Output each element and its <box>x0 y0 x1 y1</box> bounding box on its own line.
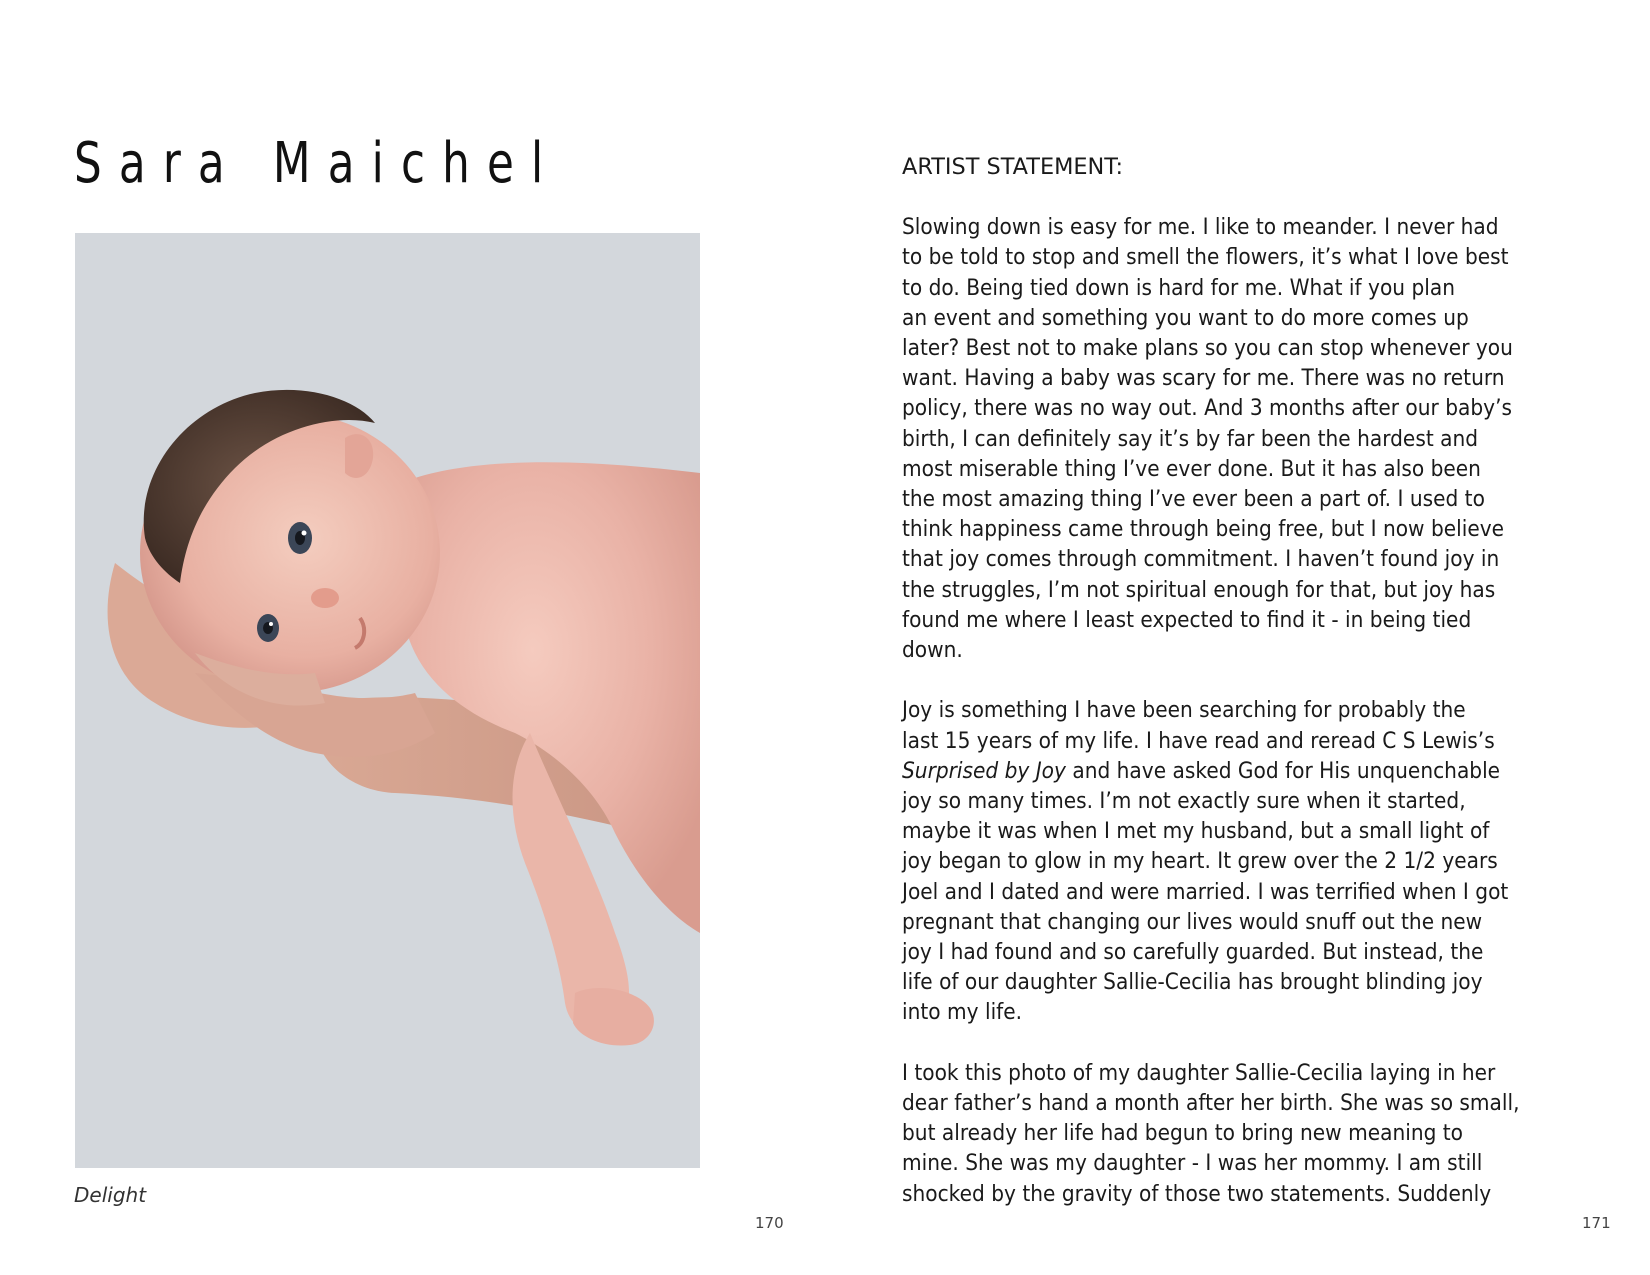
statement-paragraph-3 <box>902 1058 1602 1209</box>
right-page <box>825 0 1650 1275</box>
book-title: Surprised by Joy <box>902 757 1066 784</box>
text-line: to do. Being tied down is hard for me. What if you plan <box>902 274 1455 301</box>
statement-paragraph-1 <box>902 212 1602 665</box>
text-line: down. <box>902 637 963 664</box>
text-line: I took this photo of my daughter Sallie-Cecilia laying in her <box>902 1059 1496 1086</box>
text-line: think happiness came through being free, but I now believe <box>902 516 1505 543</box>
artist-statement <box>902 152 1602 1239</box>
text-line: found me where I least expected to find it - in being tied <box>902 606 1472 633</box>
text-line: want. Having a baby was scary for me. There was no return <box>902 365 1505 392</box>
text-line: life of our daughter Sallie-Cecilia has brought blinding joy <box>902 969 1483 996</box>
text-line: last 15 years of my life. I have read and reread C S Lewis’s <box>902 727 1495 754</box>
text-line: Joy is something I have been searching for probably the <box>902 697 1466 724</box>
text-line-with-book-title <box>902 756 1532 786</box>
text-line: joy I had found and so carefully guarded. But instead, the <box>902 939 1484 966</box>
text-line: shocked by the gravity of those two statements. Suddenly <box>902 1180 1492 1207</box>
text-line: Joel and I dated and were married. I was terrified when I got <box>902 878 1509 905</box>
photo-caption: Delight <box>74 1183 147 1207</box>
text-line: the struggles, I’m not spiritual enough for that, but joy has <box>902 576 1496 603</box>
text-line: dear father’s hand a month after her birth. She was so small, <box>902 1090 1520 1117</box>
text-line: the most amazing thing I’ve ever been a part of. I used to <box>902 486 1485 513</box>
text-line: maybe it was when I met my husband, but a small light of <box>902 818 1490 845</box>
text-line: Slowing down is easy for me. I like to meander. I never had <box>902 214 1499 241</box>
artwork-photo <box>75 233 700 1168</box>
text-line: birth, I can definitely say it’s by far been the hardest and <box>902 425 1479 452</box>
text-line: policy, there was no way out. And 3 months after our baby’s <box>902 395 1512 422</box>
text-line: an event and something you want to do more comes up <box>902 304 1469 331</box>
text-line: that joy comes through commitment. I haven’t found joy in <box>902 546 1500 573</box>
text-line: into my life. <box>902 999 1023 1026</box>
text-line: most miserable thing I’ve ever done. But it has also been <box>902 455 1481 482</box>
text-line: but already her life had begun to bring new meaning to <box>902 1120 1464 1147</box>
text-fragment: and have asked God for His unquenchable <box>1065 757 1501 784</box>
text-line: mine. She was my daughter - I was her mommy. I am still <box>902 1150 1483 1177</box>
artist-name: Sara Maichel <box>74 131 561 196</box>
text-line: pregnant that changing our lives would snuff out the new <box>902 908 1483 935</box>
page-number-right: 171 <box>1582 1214 1611 1232</box>
page-number-left: 170 <box>755 1214 784 1232</box>
statement-paragraph-2 <box>902 695 1602 1027</box>
text-line: joy so many times. I’m not exactly sure when it started, <box>902 788 1466 815</box>
statement-heading: ARTIST STATEMENT: <box>902 154 1124 180</box>
photo-baby-in-hand-icon <box>75 233 700 1168</box>
text-line: joy began to glow in my heart. It grew over the 2 1/2 years <box>902 848 1498 875</box>
text-line: later? Best not to make plans so you can stop whenever you <box>902 335 1513 362</box>
text-line: to be told to stop and smell the flowers, it’s what I love best <box>902 244 1509 271</box>
